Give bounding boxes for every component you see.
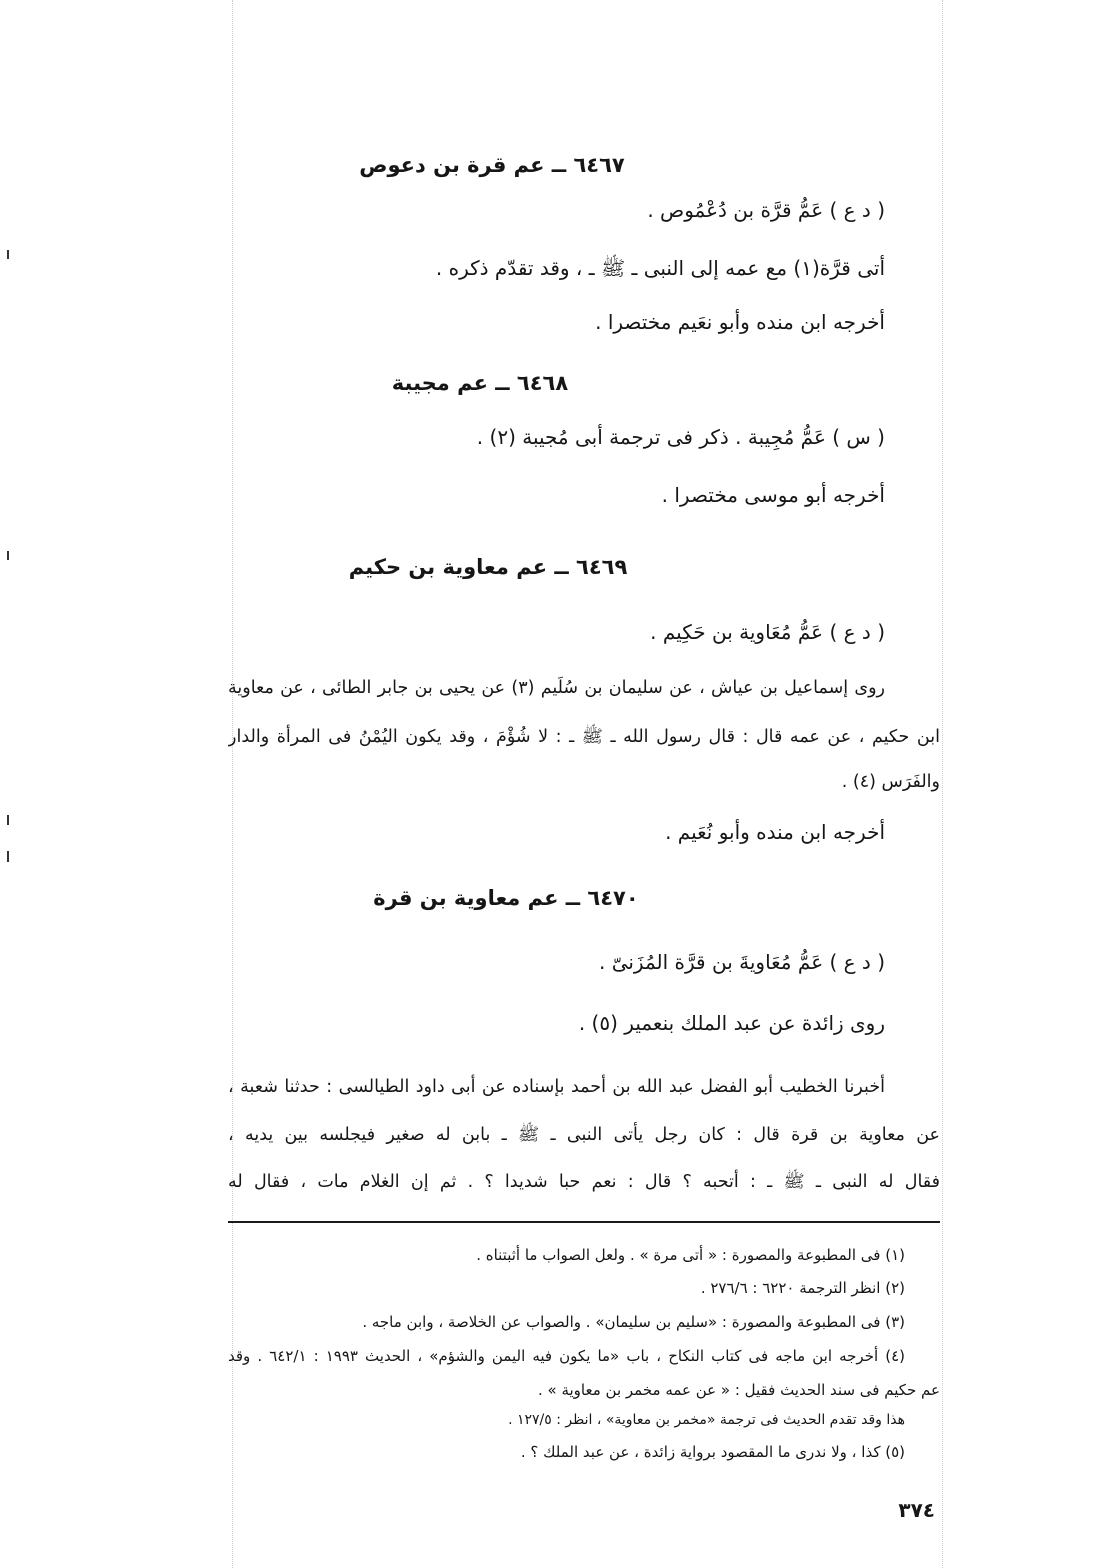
footnote: (٣) فى المطبوعة والمصورة : «سليم بن سليمان» . والصواب عن الخلاصة ، وابن ماجه . — [362, 1313, 905, 1331]
footnote: (٥) كذا ، ولا ندرى ما المقصود برواية زائدة ، عن عبد الملك ؟ . — [520, 1443, 905, 1461]
entry-line: أخرجه ابن منده وأبو نُعَيم . — [665, 820, 885, 844]
entry-heading: ٦٤٦٨ ــ عم مجيبة — [391, 371, 569, 395]
scan-edge-mark — [7, 851, 9, 862]
scan-margin-guide — [942, 0, 943, 1568]
entry-line: أخرجه ابن منده وأبو نعَيم مختصرا . — [595, 310, 885, 334]
paragraph-line: أخبرنا الخطيب أبو الفضل عبد الله بن أحمد بإسناده عن أبى داود الطيالسى : حدثنا شعبة ، — [228, 1077, 885, 1097]
entry-line: ( د ع ) عَمُّ قرَّة بن دُعْمُوص . — [647, 198, 885, 222]
entry-line: ( د ع ) عَمُّ مُعَاويةَ بن قرَّة المُزَنىّ . — [598, 950, 885, 974]
entry-line: روى زائدة عن عبد الملك بنعمير (٥) . — [578, 1011, 885, 1035]
scan-edge-mark — [7, 250, 9, 259]
paragraph-line: روى إسماعيل بن عياش ، عن سليمان بن سُلَيم (٣) عن يحيى بن جابر الطائى ، عن معاوية — [228, 678, 885, 698]
entry-heading: ٦٤٧٠ ــ عم معاوية بن قرة — [373, 886, 639, 910]
entry-line: أخرجه أبو موسى مختصرا . — [661, 483, 885, 507]
footnote-separator — [228, 1221, 940, 1223]
entry-line: ( د ع ) عَمُّ مُعَاوية بن حَكِيم . — [650, 620, 885, 644]
footnote-continuation: عم حكيم فى سند الحديث فقيل : « عن عمه مخمر بن معاوية » . — [537, 1381, 940, 1399]
paragraph-line: فقال له النبى ـ ﷺ ـ : أتحبه ؟ قال : نعم حبا شديدا ؟ . ثم إن الغلام مات ، فقال له — [228, 1172, 940, 1192]
paragraph-line: والفَرَس (٤) . — [841, 772, 940, 792]
entry-heading: ٦٤٦٩ ــ عم معاوية بن حكيم — [348, 555, 628, 579]
entry-line: ( س ) عَمُّ مُجِيبة . ذكر فى ترجمة أبى مُجيبة (٢) . — [476, 425, 885, 449]
scan-edge-mark — [7, 815, 9, 825]
paragraph-line: ابن حكيم ، عن عمه قال : قال رسول الله ـ ﷺ ـ : لا شُؤْمَ ، وقد يكون اليُمْنُ فى المرأة والدار — [228, 727, 940, 747]
entry-heading: ٦٤٦٧ ــ عم قرة بن دعوص — [359, 153, 625, 177]
footnote: (٤) أخرجه ابن ماجه فى كتاب النكاح ، باب «ما يكون فيه اليمن والشؤم» ، الحديث ١٩٩٣ : ٦٤٢/١ . وقد — [228, 1347, 905, 1365]
scan-edge-mark — [7, 551, 9, 560]
page-number: ٣٧٤ — [898, 1498, 935, 1522]
footnote: (٢) انظر الترجمة ٦٢٢٠ : ٢٧٦/٦ . — [700, 1279, 905, 1297]
paragraph-line: عن معاوية بن قرة قال : كان رجل يأتى النبى ـ ﷺ ـ بابن له صغير فيجلسه بين يديه ، — [228, 1125, 940, 1145]
footnote-continuation: هذا وقد تقدم الحديث فى ترجمة «مخمر بن معاوية» ، انظر : ١٢٧/٥ . — [508, 1412, 905, 1428]
entry-line: أتى قرَّة(١) مع عمه إلى النبى ـ ﷺ ـ ، وقد تقدّم ذكره . — [435, 256, 885, 280]
footnote: (١) فى المطبوعة والمصورة : « أتى مرة » . ولعل الصواب ما أثبتناه . — [476, 1246, 905, 1264]
